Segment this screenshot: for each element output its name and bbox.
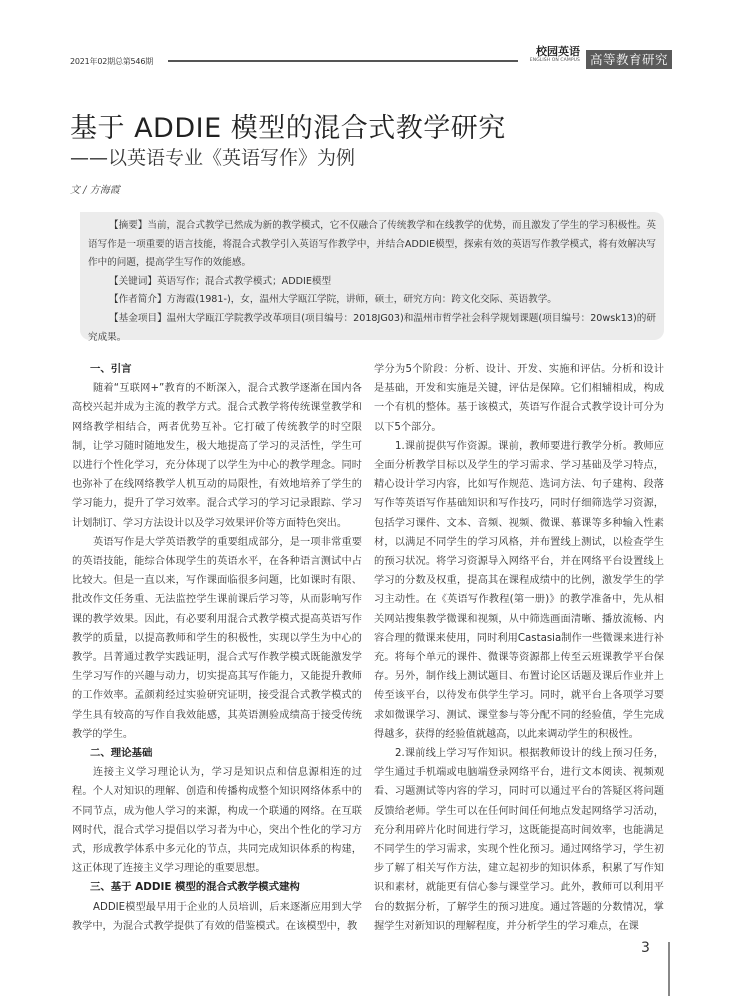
- abstract: 【摘要】当前，混合式教学已然成为新的教学模式，它不仅融合了传统教学和在线教学的优势，而且激发了学生的学习积极性。英语写作是一项重要的语言技能，将混合式教学引入英语写作教学中，并结合ADDIE模型，探索有效的英语写作教学模式，将有效解决写作中的问题，提高学生写作的效能感。: [88, 220, 656, 269]
- paragraph: 英语写作是大学英语教学的重要组成部分，是一项非常重要的英语技能，能综合体现学生的英语水平，在各种语言测试中占比较大。但是一直以来，写作课面临很多问题，比如课时有限、批改作文任务重、无法监控学生课前课后学习等，从而影响写作课的教学效果。因此，有必要利用混合式教学模式提高英语写作教学的质量，以提高教师和学生的积极性，实现以学生为中心的教学。吕菁通过教学实践证明，混合式写作教学模式既能激发学生学习写作的兴趣与动力，切实提高其写作能力，又能提升教师的工作效率。孟颜莉经过实验研究证明，接受混合式教学模式的学生具有较高的写作自我效能感，其英语测验成绩高于接受传统教学的学生。: [72, 536, 362, 740]
- paragraph: 连接主义学习理论认为，学习是知识点和信息源相连的过程。个人对知识的理解、创造和传播构成整个知识网络体系中的不同节点，成为他人学习的来源，构成一个联通的网络。在互联网时代，混合式学习提倡以学习者为中心，突出个性化的学习方式，形成教学体系中多元化的节点，共同完成知识体系的构建，这正体现了连接主义学习理论的重要思想。: [72, 767, 362, 875]
- right-column: [374, 360, 664, 936]
- issue-label: 2021年02期总第546期: [70, 57, 154, 66]
- section-heading-intro: 一、引言: [90, 363, 132, 375]
- article-author: 文 / 方海霞: [70, 185, 120, 196]
- paragraph: 1.课前提供写作资源。课前，教师要进行教学分析。教师应全面分析教学目标以及学生的学习需求、学习基础及学习特点，精心设计学习内容，比如写作规范、选词方法、句子建构、段落写作等英语写作基础知识和写作技巧，同时仔细筛选学习资源，包括学习课件、文本、音频、视频、微课、慕课等多种输入性素材，以满足不同学生的学习风格，并布置线上测试，以检查学生的预习状况。将学习资源导入网络平台，并在网络平台设置线上学习的分数及权重，提高其在课程成绩中的比例，激发学生的学习主动性。在《英语写作教程(第一册)》的教学准备中，先从相关网站搜集教学微课和视频，从中筛选画面清晰、播放流畅、内容合理的微课来使用，同时利用Castasia制作一些微课来进行补充。将每个单元的课件、微课等资源都上传至云班课教学平台保存。另外，制作线上测试题目、布置讨论区话题及课后作业并上传至该平台，以待发布供学生学习。同时，就平台上各项学习要求如微课学习、测试、课堂参与等分配不同的经验值，学生完成得越多，获得的经验值就越高，以此来调动学生的积极性。: [374, 440, 664, 740]
- section-heading-theory: 二、理论基础: [90, 747, 153, 760]
- funding: 【基金项目】温州大学瓯江学院教学改革项目(项目编号：2018JG03)和温州市哲学社会科学规划课题(项目编号：20wsk13)的研究成果。: [88, 312, 656, 343]
- brand-cn: 校园英语: [536, 45, 580, 58]
- paragraph: 学分为5个阶段：分析、设计、开发、实施和评估。分析和设计是基础，开发和实施是关键，评估是保障。它们相辅相成，构成一个有机的整体。基于该模式，英语写作混合式教学设计可分为以下5个部分。: [374, 364, 664, 433]
- brand-en: ENGLISH ON CAMPUS: [529, 58, 580, 63]
- abstract-box: [80, 212, 664, 343]
- journal-brand: [510, 46, 580, 64]
- article-subtitle: ——以英语专业《英语写作》为例: [70, 147, 356, 169]
- article-title: 基于 ADDIE 模型的混合式教学研究: [70, 113, 506, 144]
- page-number: 3: [641, 940, 650, 956]
- left-column: [72, 360, 362, 936]
- author-bio: 【作者简介】方海霞(1981-)，女，温州大学瓯江学院，讲师，硕士，研究方向：跨文化交际、英语教学。: [109, 294, 557, 306]
- section-badge: 高等教育研究: [586, 50, 672, 69]
- paragraph: 2.课前线上学习写作知识。根据教师设计的线上预习任务，学生通过手机端或电脑端登录网络平台，进行文本阅读、视频观看、习题测试等内容的学习，同时可以通过平台的答疑区将问题反馈给老师。学生可以在任何时间任何地点发起网络学习活动，充分利用碎片化时间进行学习，这既能提高时间效率，也能满足不同学生的学习需求，实现个性化预习。通过网络学习，学生初步了解了相关写作方法，建立起初步的知识体系，积累了写作知识和素材，就能更有信心参与课堂学习。此外，教师可以利用平台的数据分析，了解学生的预习进度。通过答题的分数情况，掌握学生对新知识的理解程度，并分析学生的学习难点，在课: [374, 748, 664, 932]
- paragraph: ADDIE模型最早用于企业的人员培训，后来逐渐应用到大学教学中，为混合式教学提供了有效的借鉴模式。在该模型中，教: [72, 901, 362, 932]
- paragraph: 随着“互联网+”教育的不断深入，混合式教学逐渐在国内各高校兴起并成为主流的教学方式。混合式教学将传统课堂教学和网络教学相结合，两者优势互补。它打破了传统教学的时空限制，让学习随时随地发生，极大地提高了学习的灵活性，学生可以进行个性化学习，充分体现了以学生为中心的教学理念。同时也弥补了在线网络教学人机互动的局限性，有效地培养了学生的学习能力，提升了学习效率。混合式学习的学习记录跟踪、学习计划制订、学习方法设计以及学习效果评价等方面特色突出。: [72, 383, 362, 529]
- header-rule: [168, 60, 518, 62]
- keywords: 【关键词】英语写作；混合式教学模式；ADDIE模型: [109, 275, 332, 287]
- section-heading-model: 三、基于 ADDIE 模型的混合式教学模式建构: [90, 881, 300, 894]
- page-rule: [668, 942, 670, 996]
